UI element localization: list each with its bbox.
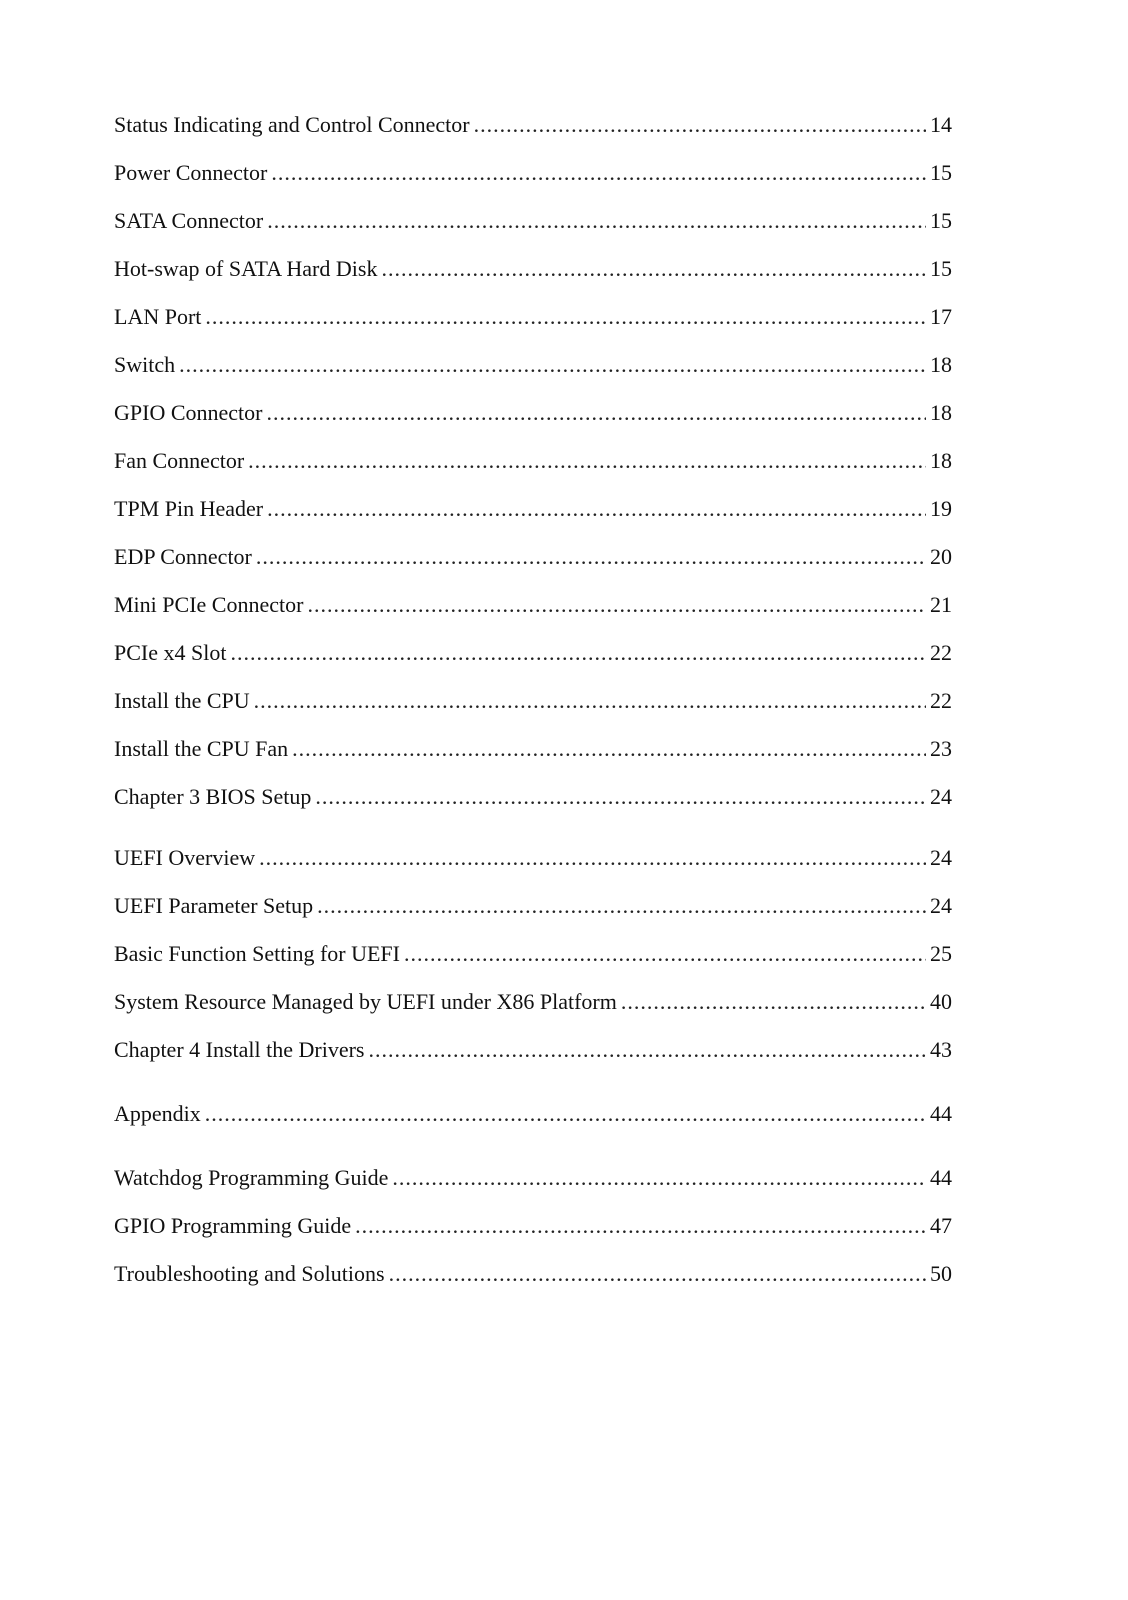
dot-leader xyxy=(474,112,926,138)
toc-entry-page: 40 xyxy=(930,989,952,1014)
toc-entry-page: 50 xyxy=(930,1261,952,1286)
toc-entry-title: Power Connector xyxy=(114,160,268,185)
toc-entry-page: 24 xyxy=(930,893,952,918)
toc-entry-page: 18 xyxy=(930,448,952,473)
dot-leader xyxy=(404,941,926,967)
toc-entry-status-indicating-connector[interactable] xyxy=(114,112,952,138)
dot-leader xyxy=(271,160,926,186)
toc-entry-title: Fan Connector xyxy=(114,448,245,473)
toc-entry-hot-swap-sata[interactable] xyxy=(114,256,952,282)
toc-entry-page: 24 xyxy=(930,784,952,809)
dot-leader xyxy=(267,496,926,522)
toc-entry-page: 14 xyxy=(930,112,952,137)
toc-entry-page: 22 xyxy=(930,688,952,713)
toc-entry-title: GPIO Programming Guide xyxy=(114,1213,352,1238)
toc-entry-page: 44 xyxy=(930,1101,952,1126)
dot-leader xyxy=(389,1261,926,1287)
toc-entry-page: 15 xyxy=(930,208,952,233)
toc-entry-uefi-parameter-setup[interactable] xyxy=(114,893,952,919)
toc-entry-page: 18 xyxy=(930,400,952,425)
toc-entry-title: Status Indicating and Control Connector xyxy=(114,112,470,137)
dot-leader xyxy=(307,592,926,618)
toc-entry-page: 15 xyxy=(930,256,952,281)
toc-entry-title: GPIO Connector xyxy=(114,400,263,425)
toc-entry-troubleshooting[interactable] xyxy=(114,1261,952,1287)
toc-entry-page: 43 xyxy=(930,1037,952,1062)
dot-leader xyxy=(392,1165,926,1191)
dot-leader xyxy=(254,688,926,714)
toc-entry-lan-port[interactable] xyxy=(114,304,952,330)
toc-entry-title: UEFI Overview xyxy=(114,845,256,870)
toc-entry-mini-pcie-connector[interactable] xyxy=(114,592,952,618)
toc-entry-page: 47 xyxy=(930,1213,952,1238)
toc-entry-install-cpu-fan[interactable] xyxy=(114,736,952,762)
toc-entry-page: 23 xyxy=(930,736,952,761)
toc-entry-title: Mini PCIe Connector xyxy=(114,592,304,617)
toc-entry-fan-connector[interactable] xyxy=(114,448,952,474)
toc-entry-title: UEFI Parameter Setup xyxy=(114,893,314,918)
dot-leader xyxy=(355,1213,926,1239)
toc-entry-title: Troubleshooting and Solutions xyxy=(114,1261,385,1286)
toc-entry-title: System Resource Managed by UEFI under X86 Platform xyxy=(114,989,617,1014)
toc-entry-title: Watchdog Programming Guide xyxy=(114,1165,389,1190)
dot-leader xyxy=(230,640,926,666)
dot-leader xyxy=(315,784,926,810)
toc-entry-title: Hot-swap of SATA Hard Disk xyxy=(114,256,378,281)
toc-entry-tpm-pin-header[interactable] xyxy=(114,496,952,522)
toc-entry-chapter-4-install-drivers[interactable] xyxy=(114,1037,952,1063)
table-of-contents xyxy=(114,112,952,1309)
toc-entry-switch[interactable] xyxy=(114,352,952,378)
toc-entry-pcie-x4-slot[interactable] xyxy=(114,640,952,666)
toc-entry-title: SATA Connector xyxy=(114,208,264,233)
toc-entry-title: Chapter 3 BIOS Setup xyxy=(114,784,312,809)
dot-leader xyxy=(266,400,926,426)
toc-entry-title: Switch xyxy=(114,352,176,377)
toc-entry-title: EDP Connector xyxy=(114,544,252,569)
dot-leader xyxy=(248,448,926,474)
toc-entry-uefi-overview[interactable] xyxy=(114,845,952,871)
dot-leader xyxy=(621,989,926,1015)
toc-entry-page: 17 xyxy=(930,304,952,329)
toc-entry-gpio-guide[interactable] xyxy=(114,1213,952,1239)
toc-entry-page: 15 xyxy=(930,160,952,185)
toc-entry-title: Install the CPU xyxy=(114,688,250,713)
toc-entry-title: Chapter 4 Install the Drivers xyxy=(114,1037,365,1062)
dot-leader xyxy=(292,736,926,762)
toc-entry-gpio-connector[interactable] xyxy=(114,400,952,426)
toc-entry-appendix[interactable] xyxy=(114,1101,952,1127)
toc-entry-chapter-3-bios-setup[interactable] xyxy=(114,784,952,810)
dot-leader xyxy=(317,893,926,919)
dot-leader xyxy=(369,1037,927,1063)
dot-leader xyxy=(259,845,926,871)
toc-entry-sata-connector[interactable] xyxy=(114,208,952,234)
toc-entry-install-cpu[interactable] xyxy=(114,688,952,714)
dot-leader xyxy=(256,544,926,570)
toc-entry-title: Appendix xyxy=(114,1101,201,1126)
toc-entry-basic-function-setting[interactable] xyxy=(114,941,952,967)
toc-entry-title: Install the CPU Fan xyxy=(114,736,289,761)
toc-entry-page: 19 xyxy=(930,496,952,521)
toc-entry-title: TPM Pin Header xyxy=(114,496,264,521)
toc-entry-page: 18 xyxy=(930,352,952,377)
toc-entry-page: 21 xyxy=(930,592,952,617)
dot-leader xyxy=(205,1101,926,1127)
toc-entry-title: PCIe x4 Slot xyxy=(114,640,227,665)
dot-leader xyxy=(381,256,926,282)
toc-entry-page: 20 xyxy=(930,544,952,569)
dot-leader xyxy=(179,352,926,378)
toc-entry-system-resource[interactable] xyxy=(114,989,952,1015)
dot-leader xyxy=(205,304,926,330)
toc-entry-page: 24 xyxy=(930,845,952,870)
toc-entry-power-connector[interactable] xyxy=(114,160,952,186)
toc-entry-title: Basic Function Setting for UEFI xyxy=(114,941,400,966)
toc-entry-edp-connector[interactable] xyxy=(114,544,952,570)
dot-leader xyxy=(267,208,926,234)
toc-entry-title: LAN Port xyxy=(114,304,202,329)
toc-entry-page: 25 xyxy=(930,941,952,966)
toc-entry-watchdog-guide[interactable] xyxy=(114,1165,952,1191)
toc-entry-page: 44 xyxy=(930,1165,952,1190)
toc-entry-page: 22 xyxy=(930,640,952,665)
